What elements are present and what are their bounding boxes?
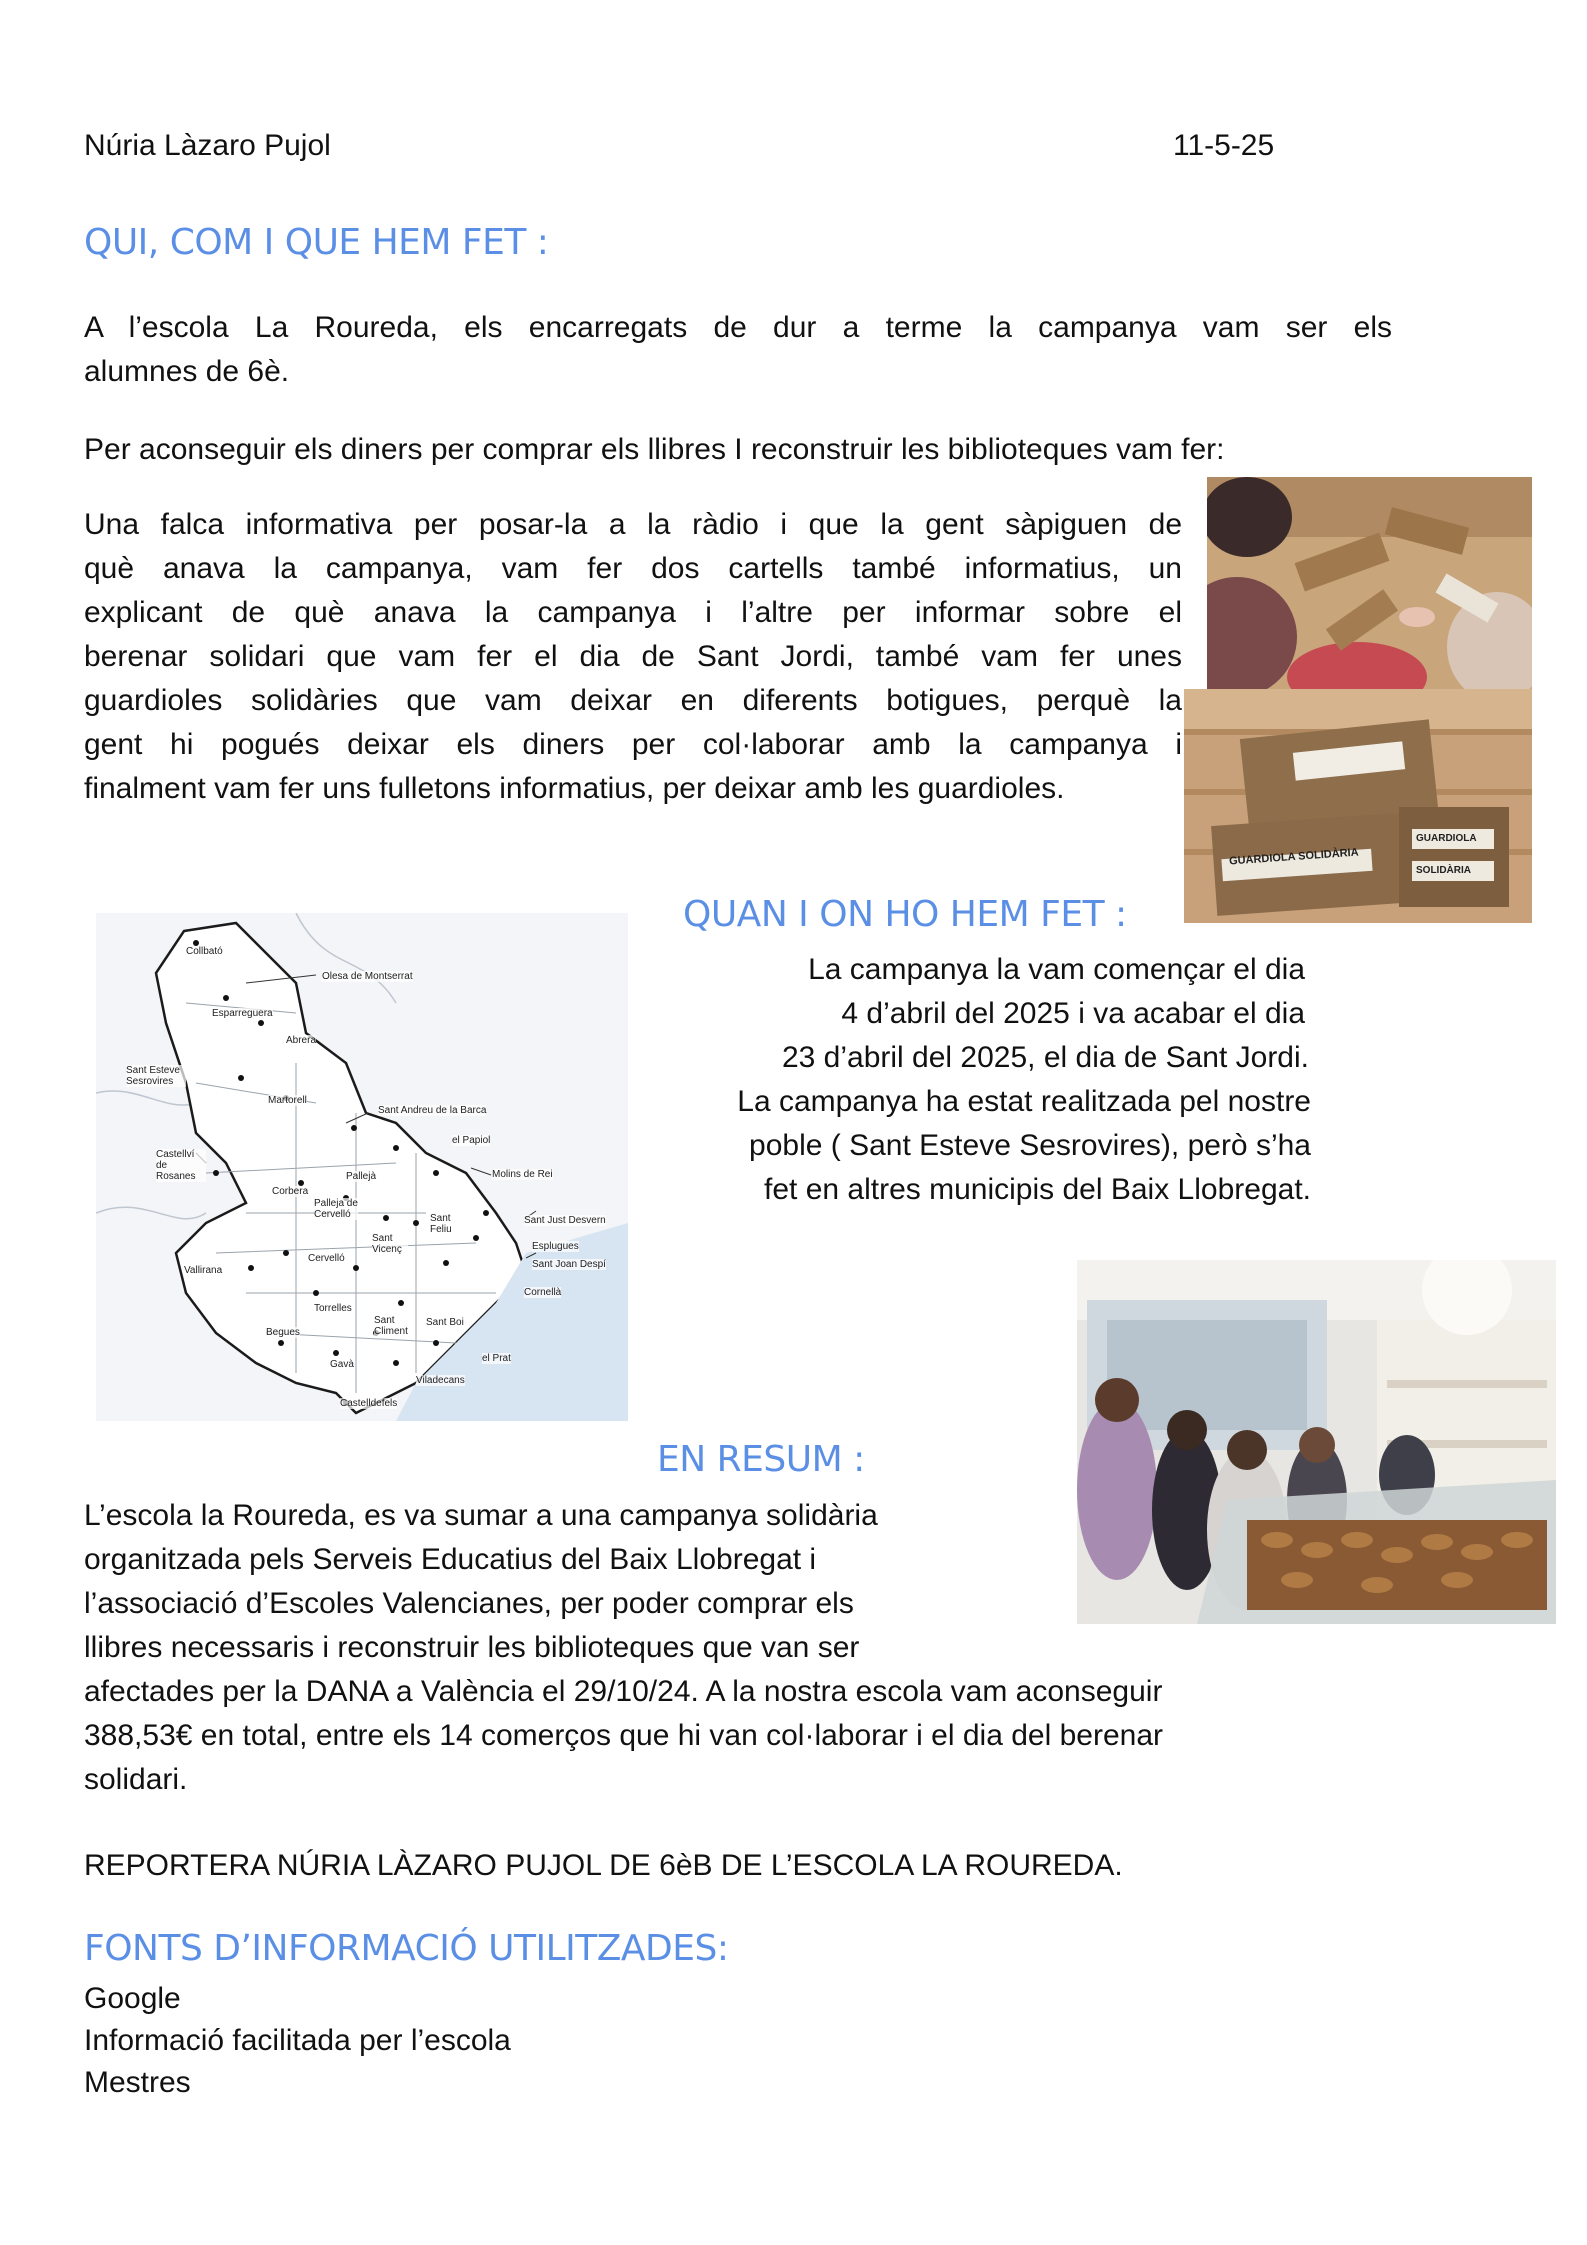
- map-label: Esplugues: [532, 1241, 579, 1252]
- paragraph-3-line: finalment vam fer uns fulletons informatius, per deixar amb les guardioles.: [84, 772, 1065, 805]
- paragraph-3-line: gent hi pogués deixar els diners per col·laborar amb la campanya i: [84, 728, 1182, 761]
- map-label: Martorell: [268, 1095, 307, 1106]
- author-name: Núria Làzaro Pujol: [84, 129, 331, 162]
- source-item: Mestres: [84, 2066, 191, 2099]
- map-label: Gavà: [330, 1359, 354, 1370]
- section-2-line: 4 d’abril del 2025 i va acabar el dia: [841, 997, 1305, 1030]
- paragraph-1-line-1: A l’escola La Roureda, els encarregats de dur a terme la campanya vam ser els: [84, 311, 1392, 344]
- map-label: Molins de Rei: [492, 1169, 553, 1180]
- section-title-qui-com: QUI, COM I QUE HEM FET :: [84, 222, 549, 263]
- map-label: Vallirana: [184, 1265, 223, 1276]
- section-title-en-resum: EN RESUM :: [657, 1439, 865, 1480]
- section-2-line: La campanya la vam començar el dia: [808, 953, 1305, 986]
- map-label: Sant Climent: [374, 1315, 414, 1337]
- map-label: Olesa de Montserrat: [322, 971, 413, 982]
- map-label: Cornellà: [524, 1287, 562, 1298]
- map-label: Sant Vicenç: [372, 1233, 408, 1255]
- section-2-line: La campanya ha estat realitzada pel nostre: [737, 1085, 1311, 1118]
- summary-line: llibres necessaris i reconstruir les biblioteques que van ser: [84, 1631, 860, 1664]
- section-2-line: poble ( Sant Esteve Sesrovires), però s’ha: [749, 1129, 1311, 1162]
- map-label: Sant Andreu de la Barca: [378, 1105, 487, 1116]
- photo-students-boxes: [1207, 477, 1532, 689]
- photo-piggy-boxes: [1184, 689, 1532, 923]
- section-2-line: fet en altres municipis del Baix Llobregat.: [764, 1173, 1311, 1206]
- map-label: Castelldefels: [340, 1398, 398, 1409]
- map-label: Sant Boi: [426, 1317, 464, 1328]
- paragraph-2: Per aconseguir els diners per comprar els llibres I reconstruir les biblioteques vam fer:: [84, 433, 1225, 466]
- summary-line: 388,53€ en total, entre els 14 comerços que hi van col·laborar i el dia del berenar: [84, 1719, 1163, 1752]
- paragraph-3: [84, 503, 1182, 811]
- reporter-line: REPORTERA NÚRIA LÀZARO PUJOL DE 6èB DE L’ESCOLA LA ROUREDA.: [84, 1849, 1123, 1882]
- map-label: Sant Just Desvern: [524, 1215, 606, 1226]
- paragraph-1-line-2: alumnes de 6è.: [84, 355, 290, 388]
- summary-line: l’associació d’Escoles Valencianes, per poder comprar els: [84, 1587, 854, 1620]
- map-label: el Prat: [482, 1353, 511, 1364]
- box-label-1: GUARDIOLA SOLIDÀRIA: [1228, 846, 1359, 868]
- summary-line: organitzada pels Serveis Educatius del Baix Llobregat i: [84, 1543, 817, 1576]
- paragraph-3-line: Una falca informativa per posar-la a la ràdio i que la gent sàpiguen de: [84, 508, 1182, 541]
- map-label: Pallejà: [346, 1171, 377, 1182]
- paragraph-3-line: què anava la campanya, vam fer dos cartells també informatius, un: [84, 552, 1182, 585]
- paragraph-3-line: berenar solidari que vam fer el dia de Sant Jordi, també vam fer unes: [84, 640, 1182, 673]
- map-label: Viladecans: [416, 1375, 465, 1386]
- map-label: Collbató: [186, 946, 223, 957]
- summary-line: solidari.: [84, 1763, 188, 1796]
- summary-line: afectades per la DANA a València el 29/10/24. A la nostra escola vam aconseguir: [84, 1675, 1163, 1708]
- paragraph-3-line: explicant de què anava la campanya i l’altre per informar sobre el: [84, 596, 1182, 629]
- map-label: Torrelles: [314, 1303, 352, 1314]
- section-title-quan-on: QUAN I ON HO HEM FET :: [683, 894, 1127, 935]
- source-item: Informació facilitada per l’escola: [84, 2024, 511, 2057]
- map-label: Abrera: [286, 1035, 317, 1046]
- map-label: Palleja de Cervelló: [314, 1198, 358, 1220]
- section-2-line: 23 d’abril del 2025, el dia de Sant Jordi.: [781, 1041, 1309, 1074]
- map-label: Esparreguera: [212, 1008, 273, 1019]
- map-label: Sant Joan Despí: [532, 1259, 606, 1270]
- map-label: Cervelló: [308, 1253, 345, 1264]
- source-item: Google: [84, 1982, 181, 2015]
- map-label: Sant Feliu: [430, 1213, 460, 1235]
- box-label-2: GUARDIOLA: [1416, 833, 1477, 844]
- map-label: Corbera: [272, 1186, 309, 1197]
- paragraph-3-line: guardioles solidàries que vam deixar en diferents botigues, perquè la: [84, 684, 1182, 717]
- summary-paragraph: [84, 1494, 1163, 1802]
- box-label-3: SOLIDÀRIA: [1416, 865, 1471, 876]
- map-label: Begues: [266, 1327, 300, 1338]
- map-label: Sant Esteve Sesrovires: [126, 1065, 186, 1087]
- map-baix-llobregat: [96, 913, 628, 1421]
- summary-line: L’escola la Roureda, es va sumar a una campanya solidària: [84, 1499, 878, 1532]
- map-label: el Papiol: [452, 1135, 491, 1146]
- sources-list: [84, 1978, 511, 2104]
- map-label: Castellví de Rosanes: [156, 1149, 206, 1182]
- section-title-sources: FONTS D’INFORMACIÓ UTILITZADES:: [84, 1928, 729, 1969]
- date: 11-5-25: [1173, 129, 1275, 162]
